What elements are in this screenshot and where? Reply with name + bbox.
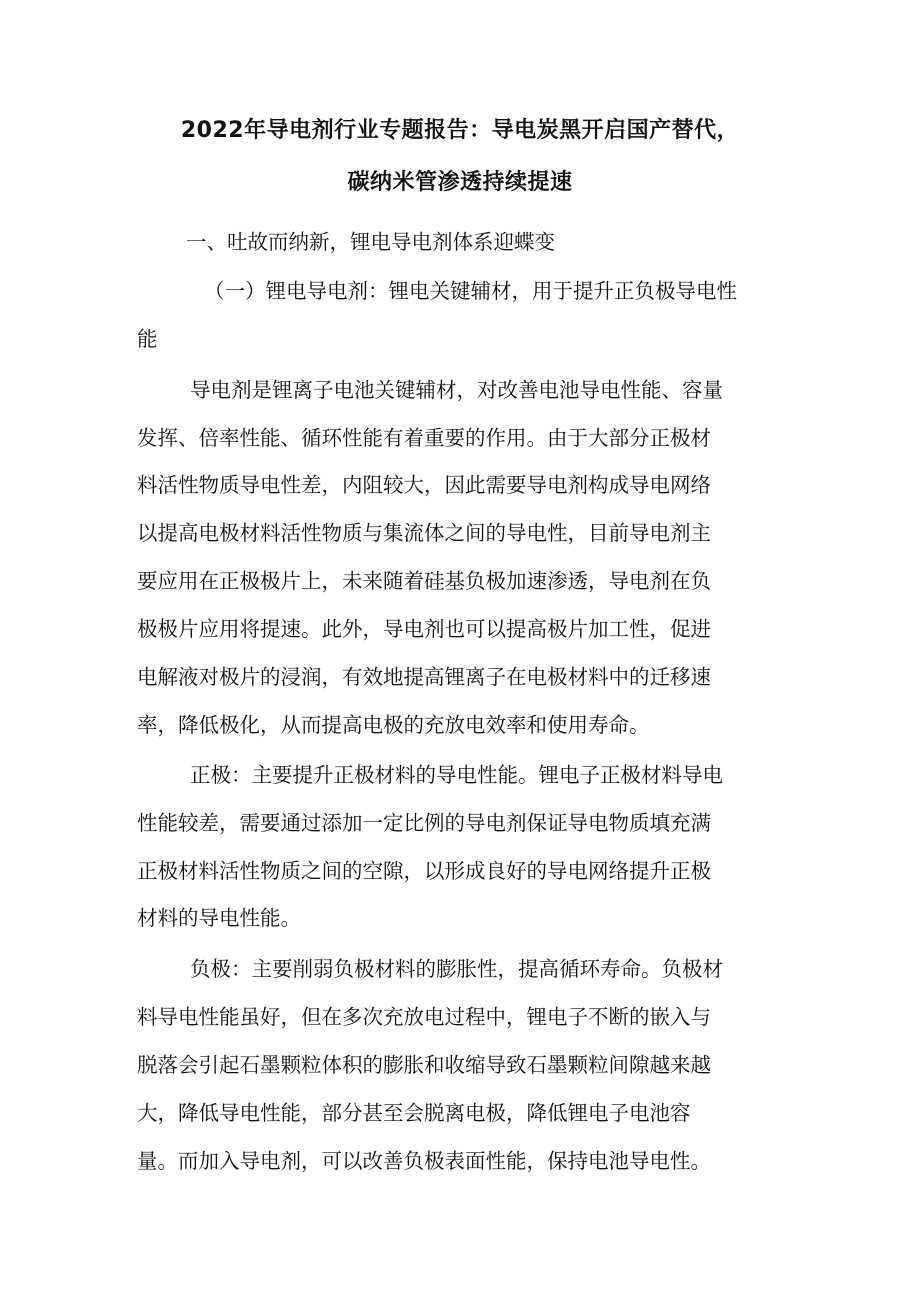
paragraph-line: 率，降低极化，从而提高电极的充放电效率和使用寿命。 [137, 713, 650, 737]
paragraph-line: 脱落会引起石墨颗粒体积的膨胀和收缩导致石墨颗粒间隙越来越 [137, 1053, 711, 1077]
paragraph-line: 以提高电极材料活性物质与集流体之间的导电性，目前导电剂主 [137, 521, 711, 545]
paragraph-line: 料导电性能虽好，但在多次充放电过程中，锂电子不断的嵌入与 [137, 1005, 711, 1029]
document-title-line-1: 2022年导电剂行业专题报告：导电炭黑开启国产替代， [180, 118, 740, 143]
paragraph-line: 电解液对极片的浸润，有效地提高锂离子在电极材料中的迁移速 [137, 665, 711, 689]
subsection-heading-line-1: （一）锂电导电剂：锂电关键辅材，用于提升正负极导电性 [204, 279, 737, 303]
paragraph-line: 正极：主要提升正极材料的导电性能。锂电子正极材料导电 [190, 763, 723, 787]
paragraph-line: 性能较差，需要通过添加一定比例的导电剂保证导电物质填充满 [137, 811, 711, 835]
paragraph-line: 大，降低导电性能，部分甚至会脱离电极，降低锂电子电池容 [137, 1101, 691, 1125]
paragraph-line: 料活性物质导电性差，内阻较大，因此需要导电剂构成导电网络 [137, 473, 711, 497]
subsection-heading-line-2: 能 [137, 327, 158, 351]
paragraph-line: 发挥、倍率性能、循环性能有着重要的作用。由于大部分正极材 [137, 426, 711, 450]
paragraph-line: 导电剂是锂离子电池关键辅材，对改善电池导电性能、容量 [190, 378, 723, 402]
paragraph-line: 材料的导电性能。 [137, 906, 301, 930]
paragraph-line: 极极片应用将提速。此外，导电剂也可以提高极片加工性，促进 [137, 617, 711, 641]
paragraph-line: 负极：主要削弱负极材料的膨胀性，提高循环寿命。负极材 [190, 957, 723, 981]
document-title-line-2: 碳纳米管渗透持续提速 [347, 170, 573, 195]
paragraph-line: 量。而加入导电剂，可以改善负极表面性能，保持电池导电性。 [137, 1149, 711, 1173]
section-heading: 一、吐故而纳新，锂电导电剂体系迎蝶变 [186, 230, 555, 254]
paragraph-line: 要应用在正极极片上，未来随着硅基负极加速渗透，导电剂在负 [137, 569, 711, 593]
paragraph-line: 正极材料活性物质之间的空隙，以形成良好的导电网络提升正极 [137, 859, 711, 883]
